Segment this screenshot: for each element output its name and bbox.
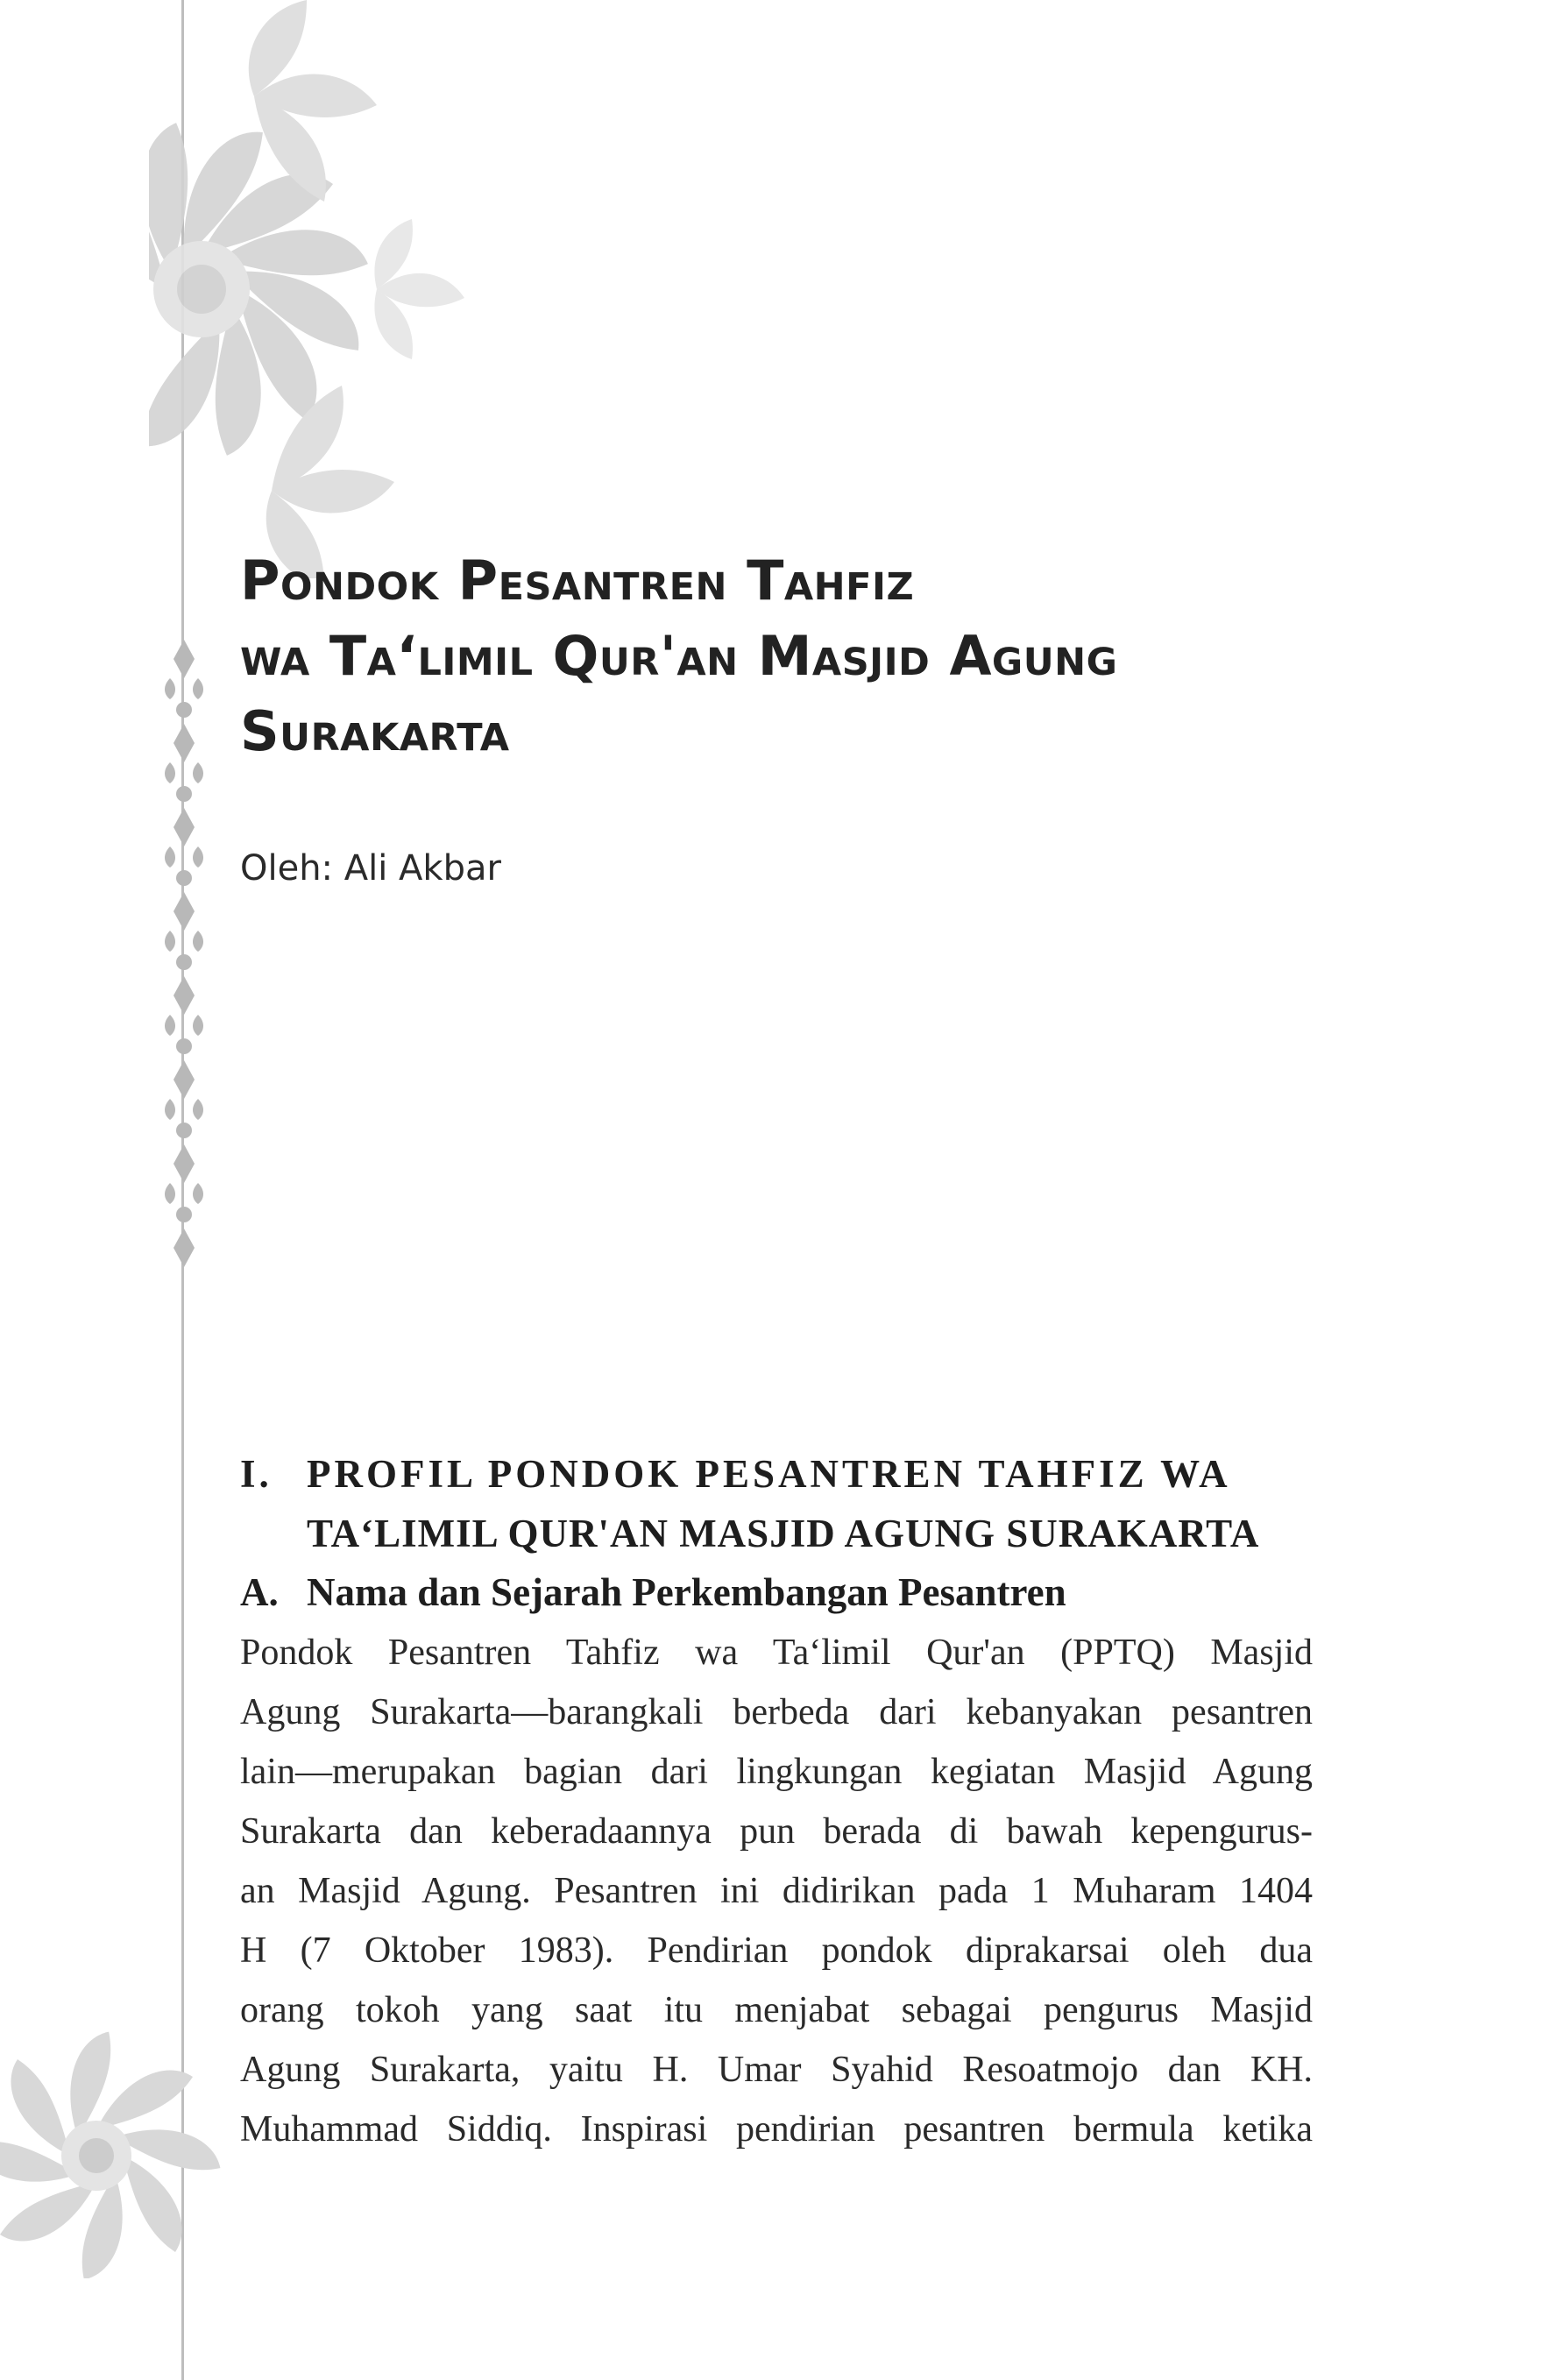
section-number: I. (240, 1452, 273, 1496)
chapter-title-line: wa Ta‘limil Qur'an Masjid Agung (240, 624, 1118, 688)
body-line: orang tokoh yang saat itu menjabat sebagai pengurus Masjid (240, 1990, 1313, 2030)
section-title-line: PROFIL PONDOK PESANTREN TAHFIZ WA (307, 1452, 1231, 1496)
body-line: Pondok Pesantren Tahfiz wa Ta‘limil Qur'an (PPTQ) Masjid (240, 1633, 1313, 1673)
floral-ornament-top-icon (149, 0, 482, 578)
floral-ornament-bottom-icon (0, 2024, 263, 2278)
subsection-heading (240, 1562, 1327, 1622)
chapter-title (240, 543, 1379, 769)
diamond-chain-icon (158, 640, 210, 1306)
body-paragraph (240, 1623, 1313, 2159)
body-line: Surakarta dan keberadaannya pun berada di bawah kepengurus- (240, 1811, 1313, 1852)
author-line: Oleh: Ali Akbar (240, 848, 501, 889)
subsection-letter: A. (240, 1570, 279, 1614)
body-line: lain—merupakan bagian dari lingkungan kegiatan Masjid Agung (240, 1752, 1313, 1792)
section-title-line: TA‘LIMIL QUR'AN MASJID AGUNG SURAKARTA (307, 1512, 1260, 1555)
body-line: an Masjid Agung. Pesantren ini didirikan pada 1 Muharam 1404 (240, 1871, 1313, 1911)
body-line: Agung Surakarta—barangkali berbeda dari kebanyakan pesantren (240, 1692, 1313, 1732)
subsection-title: Nama dan Sejarah Perkembangan Pesantren (307, 1570, 1066, 1614)
body-line: Agung Surakarta, yaitu H. Umar Syahid Resoatmojo dan KH. (240, 2050, 1313, 2090)
chapter-title-line: Pondok Pesantren Tahfiz (240, 549, 915, 613)
body-line: H (7 Oktober 1983). Pendirian pondok diprakarsai oleh dua (240, 1930, 1313, 1971)
body-line: Muhammad Siddiq. Inspirasi pendirian pesantren bermula ketika (240, 2109, 1313, 2150)
chapter-title-line: Surakarta (240, 699, 510, 763)
